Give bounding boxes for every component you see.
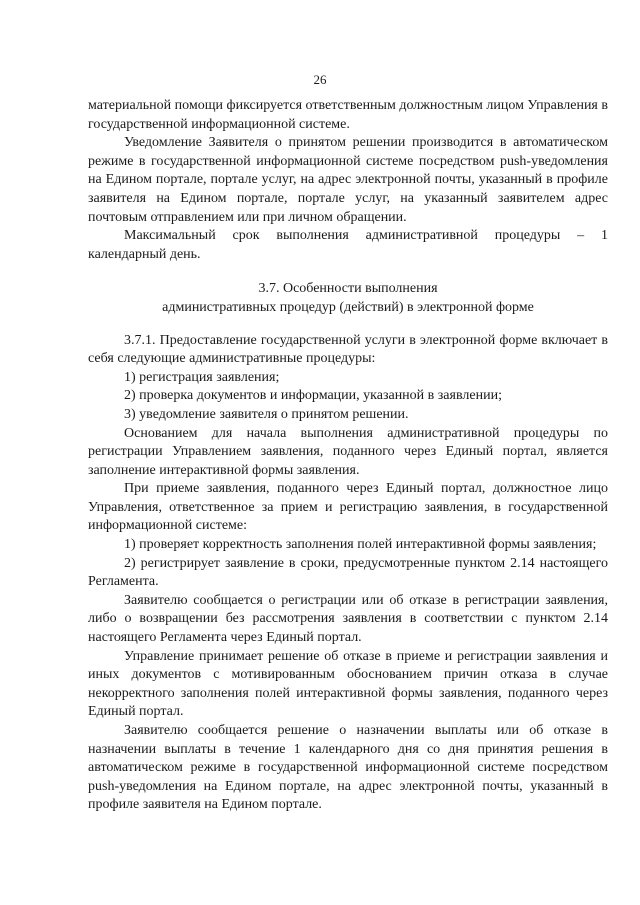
document-body: [88, 97, 608, 815]
page-number: 26: [313, 72, 327, 87]
paragraph-decision: Заявителю сообщается решение о назначении выплаты или об отказе в назначении выплаты в течение 1 календарного дня со дня принятия решения в автоматическом режиме в государственной информационной системе посредством push-уведомления на Едином портале, на адрес электронной почты, указанный в профиле заявителя на Едином портале.: [88, 723, 608, 813]
section-heading-line2: административных процедур (действий) в электронной форме: [162, 299, 534, 315]
section-heading-line1: 3.7. Особенности выполнения: [258, 281, 438, 297]
paragraph-subitem-check: 1) проверяет корректность заполнения полей интерактивной формы заявления;: [124, 537, 597, 553]
paragraph-refusal: Управление принимает решение об отказе в приеме и регистрации заявления и иных документов с мотивированным обоснованием причин отказа в случае некорректного заполнения полей интерактивной формы заявления, поданного через Единый портал.: [88, 648, 608, 720]
paragraph-reception: При приеме заявления, поданного через Единый портал, должностное лицо Управления, ответственное за прием и регистрацию заявления, в государственной информационной системе:: [88, 481, 608, 534]
paragraph-max-term: Максимальный срок выполнения административной процедуры – 1 календарный день.: [88, 228, 608, 262]
paragraph-notify-registration: Заявителю сообщается о регистрации или об отказе в регистрации заявления, либо о возвращении без рассмотрения заявления в соответствии с пунктом 2.14 настоящего Регламента через Единый портал.: [88, 592, 608, 646]
paragraph-subitem-register: 2) регистрирует заявление в сроки, предусмотренные пунктом 2.14 настоящего Регламента.: [88, 555, 608, 590]
paragraph-basis: Основанием для начала выполнения административной процедуры по регистрации Управлением заявления, поданного через Единый портал, является заполнение интерактивной формы заявления.: [88, 425, 608, 478]
paragraph-continuation: материальной помощи фиксируется ответственным должностным лицом Управления в государственной информационной системе.: [88, 98, 608, 132]
section-heading: [88, 280, 608, 317]
list-item: 1) регистрация заявления;: [124, 369, 280, 385]
paragraph-intro: 3.7.1. Предоставление государственной услуги в электронной форме включает в себя следующие административные процедуры:: [88, 332, 608, 367]
list-item: 2) проверка документов и информации, указанной в заявлении;: [124, 388, 502, 404]
list-item: 3) уведомление заявителя о принятом решении.: [124, 406, 409, 422]
paragraph-notification: Уведомление Заявителя о принятом решении производится в автоматическом режиме в государственной информационной системе посредством push-уведомления на Едином портале, портале услуг, на адрес электронной почты, указанный в профиле заявителя на Едином портале, портале услуг, на указанный заявителем адрес почтовым отправлением или при личном обращении.: [88, 135, 608, 225]
